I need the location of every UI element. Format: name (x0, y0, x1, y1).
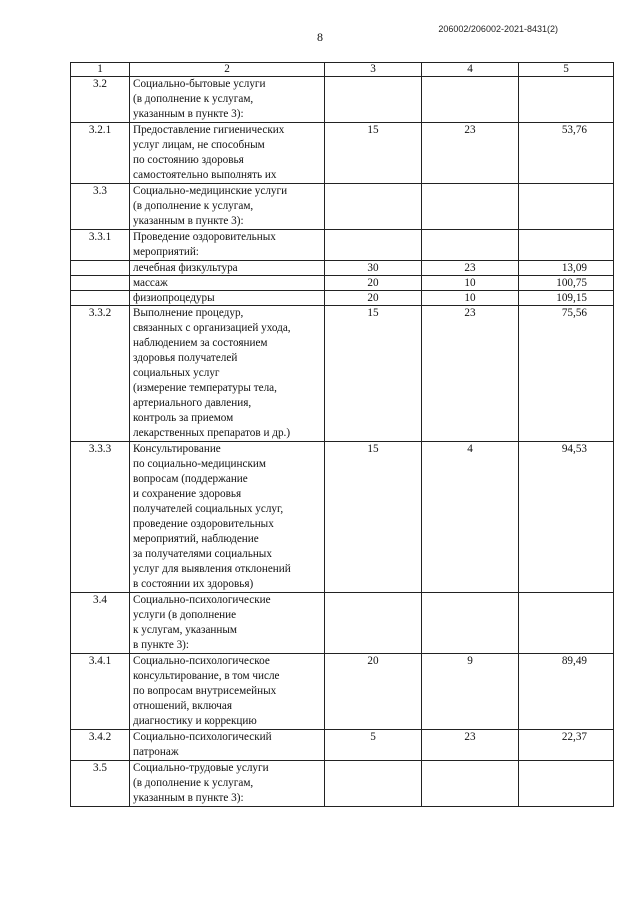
row-col-4: 23 (422, 306, 519, 442)
table-row (71, 442, 614, 593)
row-col-3: 20 (325, 291, 422, 306)
row-code: 3.4 (71, 593, 130, 654)
header-col-1: 1 (71, 63, 130, 77)
row-code (71, 261, 130, 276)
row-col-5: 53,76 (519, 123, 614, 184)
row-code (71, 291, 130, 306)
table-row (71, 261, 614, 276)
row-description: Социально-психологические услуги (в дополнение к услугам, указанным в пункте 3): (130, 593, 325, 654)
row-description: лечебная физкультура (130, 261, 325, 276)
row-col-5 (519, 593, 614, 654)
table-row (71, 730, 614, 761)
table-row (71, 123, 614, 184)
row-description: Социально-медицинские услуги (в дополнение к услугам, указанным в пункте 3): (130, 184, 325, 230)
row-description: Социально-психологическое консультирование, в том числе по вопросам внутрисемейных отношений, включая диагностику и коррекцию (130, 654, 325, 730)
row-description: физиопроцедуры (130, 291, 325, 306)
row-col-4: 4 (422, 442, 519, 593)
row-code: 3.3.2 (71, 306, 130, 442)
row-code: 3.4.1 (71, 654, 130, 730)
row-col-5 (519, 184, 614, 230)
row-col-3: 5 (325, 730, 422, 761)
row-col-4: 23 (422, 261, 519, 276)
row-col-5 (519, 761, 614, 807)
row-description: Социально-трудовые услуги (в дополнение к услугам, указанным в пункте 3): (130, 761, 325, 807)
row-col-4: 10 (422, 291, 519, 306)
document-id: 206002/206002-2021-8431(2) (438, 24, 558, 34)
header-col-2: 2 (130, 63, 325, 77)
row-col-5: 109,15 (519, 291, 614, 306)
row-code: 3.3.3 (71, 442, 130, 593)
services-table (70, 62, 614, 807)
header-col-5: 5 (519, 63, 614, 77)
row-description: Проведение оздоровительных мероприятий: (130, 230, 325, 261)
row-col-5 (519, 230, 614, 261)
row-col-3 (325, 761, 422, 807)
row-description: Социально-бытовые услуги (в дополнение к услугам, указанным в пункте 3): (130, 77, 325, 123)
header-col-4: 4 (422, 63, 519, 77)
row-col-4: 9 (422, 654, 519, 730)
row-col-4 (422, 593, 519, 654)
row-code: 3.2 (71, 77, 130, 123)
table-row (71, 306, 614, 442)
row-col-4 (422, 184, 519, 230)
row-col-3: 20 (325, 654, 422, 730)
row-code: 3.5 (71, 761, 130, 807)
row-col-3 (325, 184, 422, 230)
row-col-5 (519, 77, 614, 123)
table-row (71, 593, 614, 654)
row-col-3 (325, 77, 422, 123)
row-description: массаж (130, 276, 325, 291)
row-col-5: 100,75 (519, 276, 614, 291)
row-code: 3.3 (71, 184, 130, 230)
table-row (71, 77, 614, 123)
row-description: Предоставление гигиенических услуг лицам, не способным по состоянию здоровья самостоятельно выполнять их (130, 123, 325, 184)
row-col-3: 20 (325, 276, 422, 291)
row-col-4 (422, 77, 519, 123)
row-col-3: 15 (325, 123, 422, 184)
table-row (71, 184, 614, 230)
row-code (71, 276, 130, 291)
row-col-4: 10 (422, 276, 519, 291)
row-col-4 (422, 230, 519, 261)
table-row (71, 230, 614, 261)
row-col-4 (422, 761, 519, 807)
row-col-5: 94,53 (519, 442, 614, 593)
row-col-3 (325, 230, 422, 261)
row-col-5: 22,37 (519, 730, 614, 761)
table-row (71, 761, 614, 807)
row-col-4: 23 (422, 730, 519, 761)
row-description: Социально-психологический патронаж (130, 730, 325, 761)
row-col-5: 13,09 (519, 261, 614, 276)
row-col-3 (325, 593, 422, 654)
table-row (71, 276, 614, 291)
table-header-row (71, 63, 614, 77)
row-code: 3.2.1 (71, 123, 130, 184)
table-row (71, 654, 614, 730)
row-code: 3.3.1 (71, 230, 130, 261)
row-col-3: 15 (325, 306, 422, 442)
row-code: 3.4.2 (71, 730, 130, 761)
row-col-5: 89,49 (519, 654, 614, 730)
row-col-5: 75,56 (519, 306, 614, 442)
row-col-3: 15 (325, 442, 422, 593)
row-description: Консультирование по социально-медицинским вопросам (поддержание и сохранение здоровья получателей социальных услуг, проведение оздоровительных мероприятий, наблюдение за получателями социальных услуг для выявления отклонений в состоянии их здоровья) (130, 442, 325, 593)
row-description: Выполнение процедур, связанных с организацией ухода, наблюдением за состоянием здоровья получателей социальных услуг (измерение температуры тела, артериального давления, контроль за приемом лекарственных препаратов и др.) (130, 306, 325, 442)
row-col-4: 23 (422, 123, 519, 184)
page-number: 8 (317, 30, 323, 44)
table-row (71, 291, 614, 306)
row-col-3: 30 (325, 261, 422, 276)
header-col-3: 3 (325, 63, 422, 77)
